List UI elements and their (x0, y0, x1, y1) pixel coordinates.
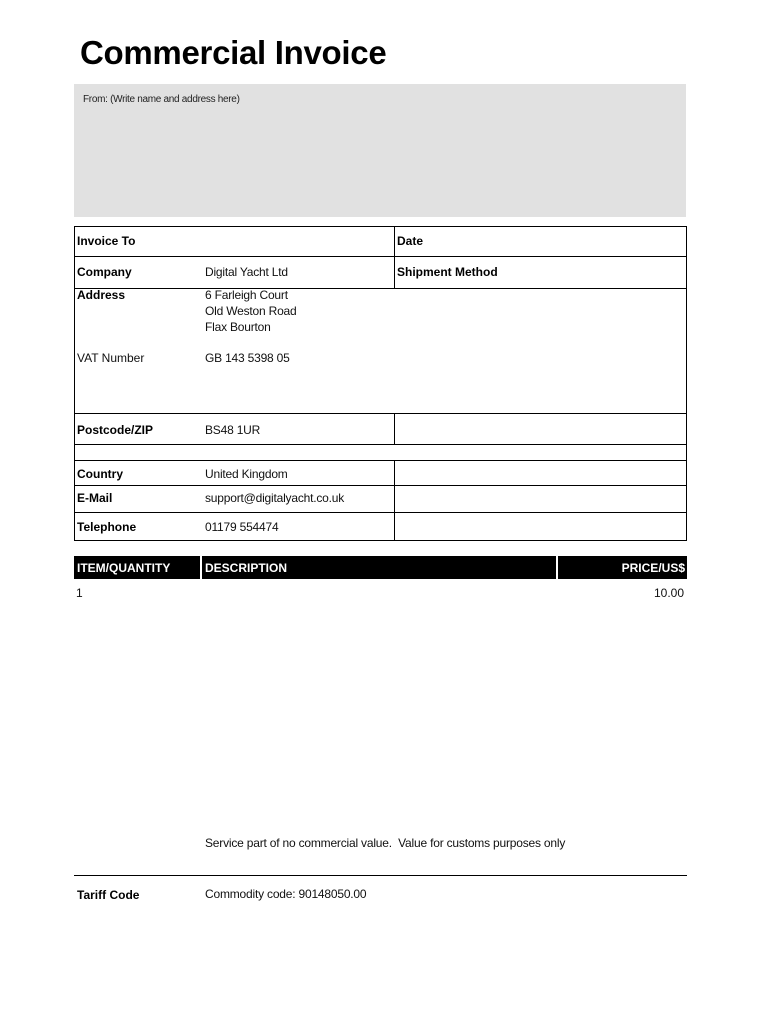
country-value: United Kingdom (205, 467, 288, 481)
company-value: Digital Yacht Ltd (205, 265, 288, 279)
address-label: Address (77, 288, 126, 302)
description-header: DESCRIPTION (205, 561, 288, 575)
email-label: E-Mail (77, 491, 113, 505)
rule-country (74, 485, 687, 486)
tariff-rule (74, 875, 687, 876)
rule-address-block (74, 413, 687, 414)
rule-postcode (74, 444, 687, 445)
tariff-code-value: Commodity code: 90148050.00 (205, 887, 367, 901)
address-line-1: 6 Farleigh Court (205, 288, 288, 302)
rule-spacer (74, 460, 687, 461)
email-value: support@digitalyacht.co.uk (205, 491, 345, 505)
header-separator (556, 556, 558, 579)
postcode-value: BS48 1UR (205, 423, 261, 437)
from-address-box[interactable] (74, 84, 686, 217)
divider-date-column (394, 226, 395, 288)
telephone-value: 01179 554474 (205, 520, 279, 534)
address-line-2: Old Weston Road (205, 304, 297, 318)
item-quantity: 1 (76, 586, 83, 600)
rule-email (74, 512, 687, 513)
rule-invoice-header (74, 256, 687, 257)
invoice-to-table (74, 226, 687, 541)
invoice-to-heading: Invoice To (77, 234, 136, 248)
company-label: Company (77, 265, 132, 279)
date-label: Date (397, 234, 424, 248)
divider-postcode-column (394, 413, 395, 444)
vat-number-value: GB 143 5398 05 (205, 351, 290, 365)
tariff-code-label: Tariff Code (77, 888, 140, 902)
rule-company (74, 288, 687, 289)
from-label: From: (Write name and address here) (83, 94, 240, 105)
customs-note: Service part of no commercial value. Value for customs purposes only (205, 836, 566, 850)
telephone-label: Telephone (77, 520, 137, 534)
postcode-label: Postcode/ZIP (77, 423, 154, 437)
item-price: 10.00 (653, 586, 684, 600)
vat-number-label: VAT Number (77, 351, 145, 365)
price-header: PRICE/US$ (621, 561, 685, 575)
shipment-method-label: Shipment Method (397, 265, 498, 279)
divider-contact-column (394, 460, 395, 541)
items-header (74, 556, 687, 579)
country-label: Country (77, 467, 123, 481)
address-line-3: Flax Bourton (205, 320, 271, 334)
item-quantity-header: ITEM/QUANTITY (77, 561, 171, 575)
header-separator (200, 556, 202, 579)
page-title: Commercial Invoice (80, 34, 387, 71)
